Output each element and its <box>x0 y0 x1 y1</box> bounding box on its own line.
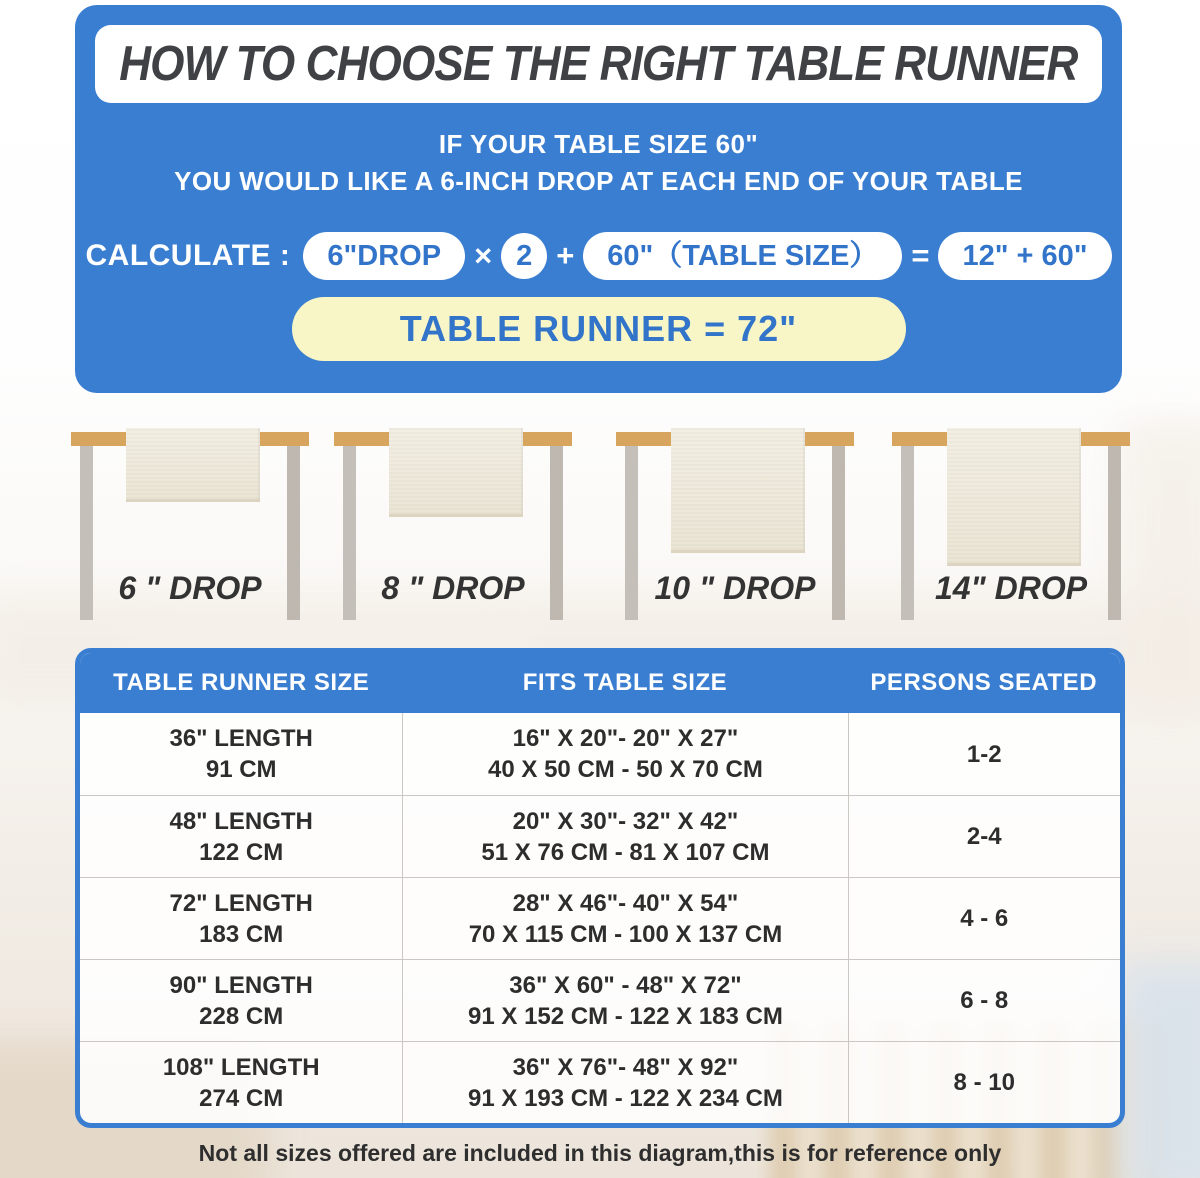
fits-table-cell <box>402 1042 847 1123</box>
multiply-sign: × <box>474 238 493 273</box>
runner-size-cm: 274 CM <box>199 1084 284 1112</box>
table-figure-10in <box>616 428 854 623</box>
runner-size-cell <box>80 878 402 959</box>
header-panel <box>75 5 1122 393</box>
fits-cm: 40 X 50 CM - 50 X 70 CM <box>488 756 763 783</box>
fits-cm: 91 X 152 CM - 122 X 183 CM <box>468 1002 783 1030</box>
calculate-label: CALCULATE : <box>85 239 291 272</box>
table-row <box>80 877 1120 959</box>
runner-size-cell <box>80 713 402 795</box>
fits-inches: 28" X 46"- 40" X 54" <box>512 889 739 917</box>
plus-sign: + <box>556 238 575 273</box>
table-row <box>80 795 1120 877</box>
persons-cell: 1-2 <box>848 713 1120 795</box>
runner-cloth <box>671 428 805 553</box>
page-title: HOW TO CHOOSE THE RIGHT TABLE RUNNER <box>119 37 1078 91</box>
table-row <box>80 959 1120 1041</box>
runner-size-inches: 90" LENGTH <box>169 971 313 999</box>
title-band <box>95 25 1102 103</box>
subtitle-drop-wish: YOU WOULD LIKE A 6-INCH DROP AT EACH END OF YOUR TABLE <box>174 166 1023 196</box>
runner-size-cell <box>80 796 402 877</box>
fits-cm: 91 X 193 CM - 122 X 234 CM <box>468 1084 783 1112</box>
persons-cell: 8 - 10 <box>848 1042 1120 1123</box>
drop-label: 8 " DROP <box>381 570 525 606</box>
drop-label: 10 " DROP <box>654 570 816 606</box>
subtitle-table-size: IF YOUR TABLE SIZE 60" <box>438 129 759 159</box>
runner-cloth <box>947 428 1081 566</box>
calculation-row <box>75 230 1122 282</box>
multiplier-circle: 2 <box>501 233 547 279</box>
sum-pill: 12" + 60" <box>938 232 1111 280</box>
runner-size-cell <box>80 960 402 1041</box>
table-figure-8in <box>334 428 572 623</box>
persons-cell: 2-4 <box>848 796 1120 877</box>
table-row <box>80 1041 1120 1123</box>
fits-inches: 36" X 60" - 48" X 72" <box>509 971 742 999</box>
result-pill: TABLE RUNNER = 72" <box>292 297 906 361</box>
runner-size-inches: 72" LENGTH <box>169 889 313 917</box>
runner-size-cm: 183 CM <box>199 920 284 948</box>
persons-cell: 4 - 6 <box>848 878 1120 959</box>
size-chart-body <box>80 713 1120 1123</box>
size-chart-table <box>75 648 1125 1128</box>
fits-inches: 20" X 30"- 32" X 42" <box>512 807 739 835</box>
drop-value-pill: 6"DROP <box>303 232 465 280</box>
table-figure-14in <box>892 428 1130 623</box>
fits-table-cell <box>402 713 847 795</box>
persons-cell: 6 - 8 <box>848 960 1120 1041</box>
reference-footnote: Not all sizes offered are included in this diagram,this is for reference only <box>198 1140 1002 1166</box>
drop-illustrations <box>0 428 1200 623</box>
fits-table-cell <box>402 796 847 877</box>
fits-table-cell <box>402 878 847 959</box>
drop-label: 6 " DROP <box>118 570 262 606</box>
column-header-persons-seated: PERSONS SEATED <box>870 669 1098 696</box>
column-header-fits-table: FITS TABLE SIZE <box>522 669 728 696</box>
runner-cloth <box>126 428 260 502</box>
runner-cloth <box>389 428 523 517</box>
fits-inches: 16" X 20"- 20" X 27" <box>512 725 739 752</box>
fits-cm: 70 X 115 CM - 100 X 137 CM <box>468 920 783 948</box>
runner-size-cm: 91 CM <box>205 756 277 783</box>
runner-size-cm: 122 CM <box>199 838 284 866</box>
fits-inches: 36" X 76"- 48" X 92" <box>512 1053 739 1081</box>
drop-label: 14" DROP <box>934 570 1088 606</box>
runner-size-inches: 48" LENGTH <box>169 807 313 835</box>
table-figure-6in <box>71 428 309 623</box>
runner-size-cell <box>80 1042 402 1123</box>
runner-size-inches: 108" LENGTH <box>162 1053 320 1081</box>
column-header-runner-size: TABLE RUNNER SIZE <box>113 669 370 696</box>
table-size-pill: 60"（TABLE SIZE） <box>583 232 902 280</box>
runner-size-cm: 228 CM <box>199 1002 284 1030</box>
size-chart-header <box>80 653 1120 713</box>
fits-cm: 51 X 76 CM - 81 X 107 CM <box>481 838 770 866</box>
table-row <box>80 713 1120 795</box>
equals-sign: = <box>911 238 930 273</box>
fits-table-cell <box>402 960 847 1041</box>
runner-size-inches: 36" LENGTH <box>169 725 313 752</box>
